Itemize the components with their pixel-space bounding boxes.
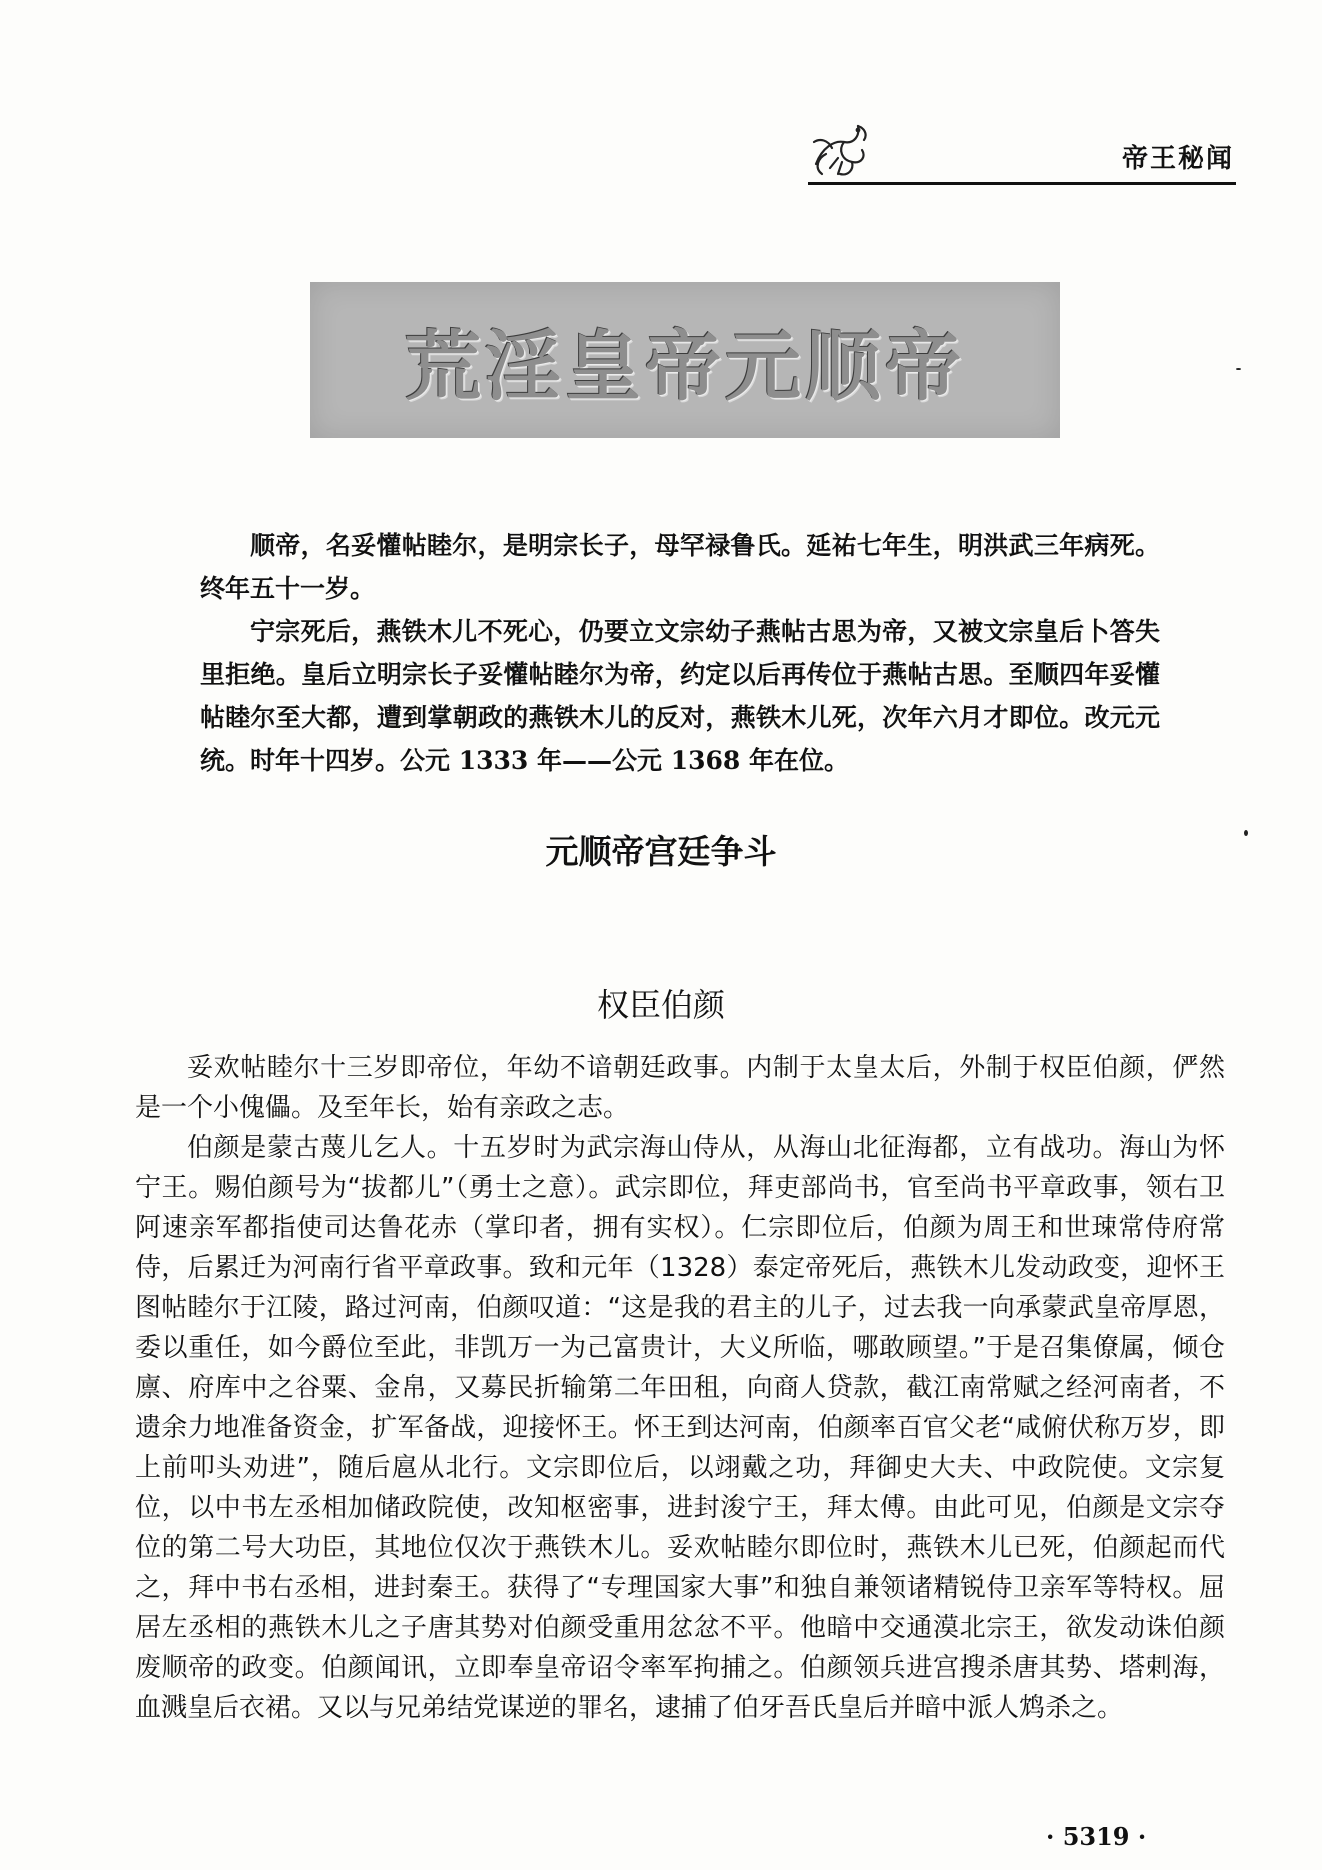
running-title: 帝王秘闻 [1122,144,1235,174]
scan-speck [1244,830,1248,836]
chapter-title: 荒淫皇帝元顺帝 [405,321,965,411]
dragon-icon [808,118,874,182]
body-paragraph: 妥欢帖睦尔十三岁即帝位，年幼不谙朝廷政事。内制于太皇太后，外制于权臣伯颜，俨然是一个小傀儡。及至年长，始有亲政之志。 [135,1053,1225,1123]
intro-section [200,524,1160,782]
intro-paragraph: 宁宗死后，燕铁木儿不死心，仍要立文宗幼子燕帖古思为帝，又被文宗皇后卜答失里拒绝。皇后立明宗长子妥懽帖睦尔为帝，约定以后再传位于燕帖古思。至顺四年妥懽帖睦尔至大都，遭到掌朝政的燕铁木儿的反对，燕铁木儿死，次年六月才即位。改元元统。时年十四岁。公元 1333 年——公元 1368 年在位。 [200,617,1160,775]
scan-speck [1236,368,1241,370]
body-section [135,1048,1225,1728]
body-paragraph: 伯颜是蒙古蔑儿乞人。十五岁时为武宗海山侍从，从海山北征海都，立有战功。海山为怀宁王。赐伯颜号为“拔都儿”（勇士之意）。武宗即位，拜吏部尚书，官至尚书平章政事，领右卫阿速亲军都指使司达鲁花赤（掌印者，拥有实权）。仁宗即位后，伯颜为周王和世㻋常侍府常侍，后累迁为河南行省平章政事。致和元年（1328）泰定帝死后，燕铁木儿发动政变，迎怀王图帖睦尔于江陵，路过河南，伯颜叹道：“这是我的君主的儿子，过去我一向承蒙武皇帝厚恩，委以重任，如今爵位至此，非凯万一为己富贵计，大义所临，哪敢顾望。”于是召集僚属，倾仓廪、府库中之谷粟、金帛，又募民折输第二年田租，向商人贷款，截江南常赋之经河南者，不遗余力地准备资金，扩军备战，迎接怀王。怀王到达河南，伯颜率百官父老“咸俯伏称万岁，即上前叩头劝进”，随后扈从北行。文宗即位后，以翊戴之功，拜御史大夫、中政院使。文宗复位，以中书左丞相加储政院使，改知枢密事，进封浚宁王，拜太傅。由此可见，伯颜是文宗夺位的第二号大功臣，其地位仅次于燕铁木儿。妥欢帖睦尔即位时，燕铁木儿已死，伯颜起而代之，拜中书右丞相，进封秦王。获得了“专理国家大事”和独自兼领诸精锐侍卫亲军等特权。屈居左丞相的燕铁木儿之子唐其势对伯颜受重用忿忿不平。他暗中交通漠北宗王，欲发动诛伯颜废顺帝的政变。伯颜闻讯，立即奉皇帝诏令率军拘捕之。伯颜领兵进宫搜杀唐其势、塔剌海，血溅皇后衣裙。又以与兄弟结党谋逆的罪名，逮捕了伯牙吾氏皇后并暗中派人鸩杀之。 [135,1133,1225,1723]
section-heading: 元顺帝宫廷争斗 [545,832,777,871]
intro-paragraph: 顺帝，名妥懽帖睦尔，是明宗长子，母罕禄鲁氏。延祐七年生，明洪武三年病死。终年五十一岁。 [200,531,1160,603]
page-number: · 5319 · [1046,1822,1147,1851]
header-rule [808,182,1236,185]
sub-heading: 权臣伯颜 [596,986,725,1024]
title-banner [310,282,1060,438]
